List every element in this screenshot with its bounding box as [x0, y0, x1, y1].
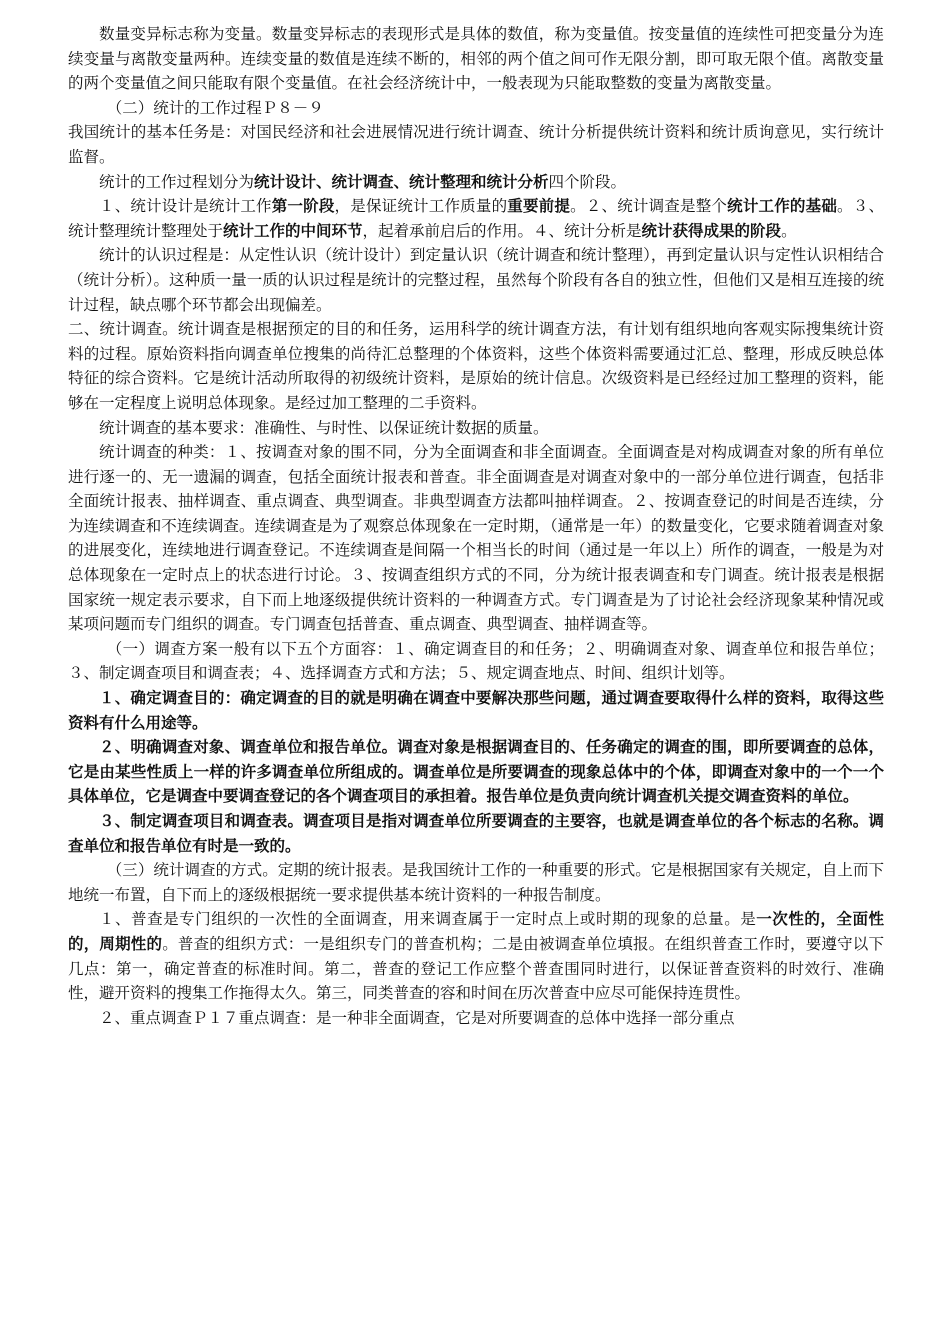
paragraph-census: １、普查是专门组织的一次性的全面调查，用来调查属于一定时点上或时期的现象的总量。是一次性的，全面性的，周期性的。普查的组织方式：一是组织专门的普查机构；二是由被调查单位填报。在组织普查工作时，要遵守以下几点：第一，确定普查的标准时间。第二，普查的登记工作应整个普查围同时进行，以保证普查资料的时效行、准确性，避开资料的搜集工作拖得太久。第三，同类普查的容和时间在历次普查中应尽可能保持连贯性。: [68, 909, 884, 1003]
paragraph-basic-task: 我国统计的基本任务是：对国民经济和社会进展情况进行统计调查、统计分析提供统计资料和统计质询意见，实行统计监督。: [68, 123, 884, 166]
paragraph-variables: 数量变异标志称为变量。数量变异标志的表现形式是具体的数值，称为变量值。按变量值的连续性可把变量分为连续变量与离散变量两种。连续变量的数值是连续不断的，相邻的两个值之间可作无限分割，即可取无限个值。离散变量的两个变量值之间只能取有限个变量值。在社会经济统计中，一般表现为只能取整数的变量为离散变量。: [68, 25, 884, 93]
four-stages-emphasis: 统计设计、统计调查、统计整理和统计分析: [254, 171, 549, 191]
paragraph-survey-types: 统计调查的种类：１、按调查对象的围不同，分为全面调查和非全面调查。全面调查是对构成调查对象的所有单位进行逐一的、无一遗漏的调查，包括全面统计报表和普查。非全面调查是对调查对象中的一部分单位进行调查，包括非全面统计报表、抽样调查、重点调查、典型调查。非典型调查方法都叫抽样调查。２、按调查登记的时间是否连续，分为连续调查和不连续调查。连续调查是为了观察总体现象在一定时期，（通常是一年）的数量变化，它要求随着调查对象的进展变化，连续地进行调查登记。不连续调查是间隔一个相当长的时间（通过是一年以上）所作的调查，一般是为对总体现象在一定时点上的状态进行讨论。３、按调查组织方式的不同，分为统计报表调查和专门调查。统计报表是根据国家统一规定表示要求，自下而上地逐级提供统计资料的一种调查方式。专门调查是为了讨论社会经济现象某种情况或某项问题而专门组织的调查。专门调查包括普查、重点调查、典型调查、抽样调查等。: [68, 443, 884, 634]
paragraph-key-survey: ２、重点调查Ｐ１７重点调查：是一种非全面调查，它是对所要调查的总体中选择一部分重点: [99, 1008, 735, 1027]
paragraph-survey-purpose: １、确定调查目的：确定调查的目的就是明确在调查中要解决那些问题，通过调查要取得什么样的资料，取得这些资料有什么用途等。: [68, 688, 884, 732]
paragraph-survey-methods: （三）统计调查的方式。定期的统计报表。是我国统计工作的一种重要的形式。它是根据国家有关规定，自上而下地统一布置，自下而上的逐级根据统一要求提供基本统计资料的一种报告制度。: [68, 861, 884, 904]
paragraph-survey-object: ２、明确调查对象、调查单位和报告单位。调查对象是根据调查目的、任务确定的调查的围，即所要调查的总体，它是由某些性质上一样的许多调查单位所组成的。调查单位是所要调查的现象总体中的个体，即调查对象中的一个一个具体单位，它是调查中要调查登记的各个调查项目的承担着。报告单位是负责向统计调查机关提交调查资料的单位。: [68, 737, 884, 806]
paragraph-survey-requirements: 统计调查的基本要求：准确性、与时性、以保证统计数据的质量。: [99, 418, 549, 437]
paragraph-four-stages: 统计的工作过程划分为统计设计、统计调查、统计整理和统计分析四个阶段。: [99, 171, 627, 191]
paragraph-survey-plan: （一）调查方案一般有以下五个方面容：１、确定调查目的和任务；２、明确调查对象、调查单位和报告单位；３、制定调查项目和调查表；４、选择调查方式和方法；５、规定调查地点、时间、组织计划等。: [68, 639, 884, 683]
census-emphasis: 一次性的，全面性的，周期性的: [68, 909, 884, 953]
paragraph-statistical-survey: 二、统计调查。统计调查是根据预定的目的和任务，运用科学的统计调查方法，有计划有组织地向客观实际搜集统计资料的过程。原始资料指向调查单位搜集的尚待汇总整理的个体资料，这些个体资料需要通过汇总、整理，形成反映总体特征的综合资料。它是统计活动所取得的初级统计资料，是原始的统计信息。次级资料是已经经过加工整理的资料，能够在一定程度上说明总体现象。是经过加工整理的二手资料。: [68, 320, 884, 412]
paragraph-cognition-process: 统计的认识过程是：从定性认识（统计设计）到定量认识（统计调查和统计整理），再到定量认识与定性认识相结合（统计分析）。这种质一量一质的认识过程是统计的完整过程，虽然每个阶段有各自的独立性，但他们又是相互连接的统计过程，缺点哪个环节都会出现偏差。: [68, 246, 884, 314]
paragraph-survey-items: ３、制定调查项目和调查表。调查项目是指对调查单位所要调查的主要容，也就是调查单位的各个标志的名称。调查单位和报告单位有时是一致的。: [68, 811, 884, 855]
paragraph-stage-roles: １、统计设计是统计工作第一阶段，是保证统计工作质量的重要前提。２、统计调查是整个统计工作的基础。３、统计整理统计整理处于统计工作的中间环节，起着承前启后的作用。４、统计分析是统计获得成果的阶段。: [68, 196, 884, 240]
heading-work-process: （二）统计的工作过程Ｐ８－９: [106, 98, 324, 117]
